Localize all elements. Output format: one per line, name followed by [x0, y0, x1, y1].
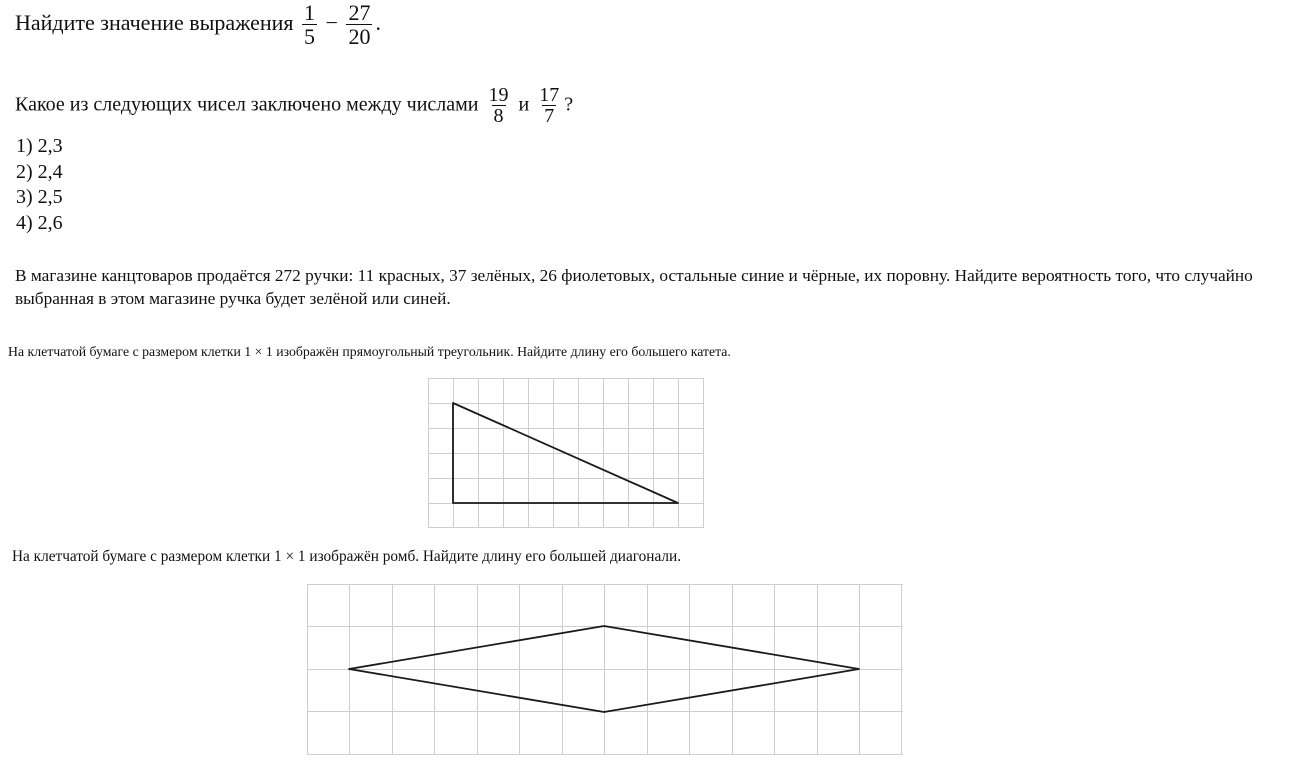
- task5-cell-size: 1 × 1: [273, 548, 306, 565]
- task1-frac2-numerator: 27: [348, 0, 371, 25]
- task2-frac1-denominator: 8: [493, 105, 504, 127]
- task5-prefix: На клетчатой бумаге с размером клетки: [12, 548, 271, 565]
- task4-suffix: изображён прямоугольный треугольник. Найдите длину его большего катета.: [276, 344, 731, 359]
- task1-frac1-numerator: 1: [304, 0, 316, 25]
- rhombus-grid-figure: [307, 584, 903, 756]
- task1-fraction-2: [346, 2, 372, 48]
- task5-text: [12, 548, 681, 566]
- task2-options: [16, 134, 63, 236]
- task2-option-3: 3) 2,5: [16, 186, 63, 208]
- triangle-grid-figure: [428, 378, 704, 530]
- task2-option-4: 4) 2,6: [16, 211, 63, 234]
- task2-fraction-2: [537, 85, 561, 127]
- task1-prefix: Найдите значение выражения: [15, 10, 294, 36]
- task1-fraction-1: [302, 2, 317, 48]
- task2-frac1-numerator: 19: [488, 84, 509, 106]
- task2-frac2-numerator: 17: [539, 84, 560, 106]
- rhombus-grid-lines: [307, 584, 903, 755]
- task4-prefix: На клетчатой бумаге с размером клетки: [8, 344, 241, 359]
- task2-fraction-1: [487, 85, 511, 127]
- task2-prefix: Какое из следующих чисел заключено между числами: [15, 93, 479, 116]
- task5-suffix: изображён ромб. Найдите длину его большей диагонали.: [309, 548, 682, 565]
- task2-text: [15, 85, 573, 127]
- task2-option-2: 2) 2,4: [16, 160, 63, 183]
- task1-frac2-denominator: 20: [348, 24, 371, 49]
- task1-operator: −: [325, 10, 338, 36]
- task2-conjunction: и: [518, 93, 530, 116]
- task1-frac1-denominator: 5: [304, 24, 316, 49]
- task2-suffix: ?: [564, 93, 574, 116]
- task2-frac2-denominator: 7: [544, 105, 555, 127]
- task4-text: [8, 344, 731, 360]
- task2-option-1: 1) 2,3: [16, 135, 63, 157]
- task3-text: В магазине канцтоваров продаётся 272 ручки: 11 красных, 37 зелёных, 26 фиолетовых, остальные синие и чёрные, их поровну. Найдите вероятность того, что случайно выбранная в этом магазине ручка будет зелёной или синей.: [15, 266, 1253, 308]
- task1-text: [15, 2, 381, 48]
- task4-cell-size: 1 × 1: [244, 344, 273, 359]
- task1-suffix: .: [375, 10, 381, 36]
